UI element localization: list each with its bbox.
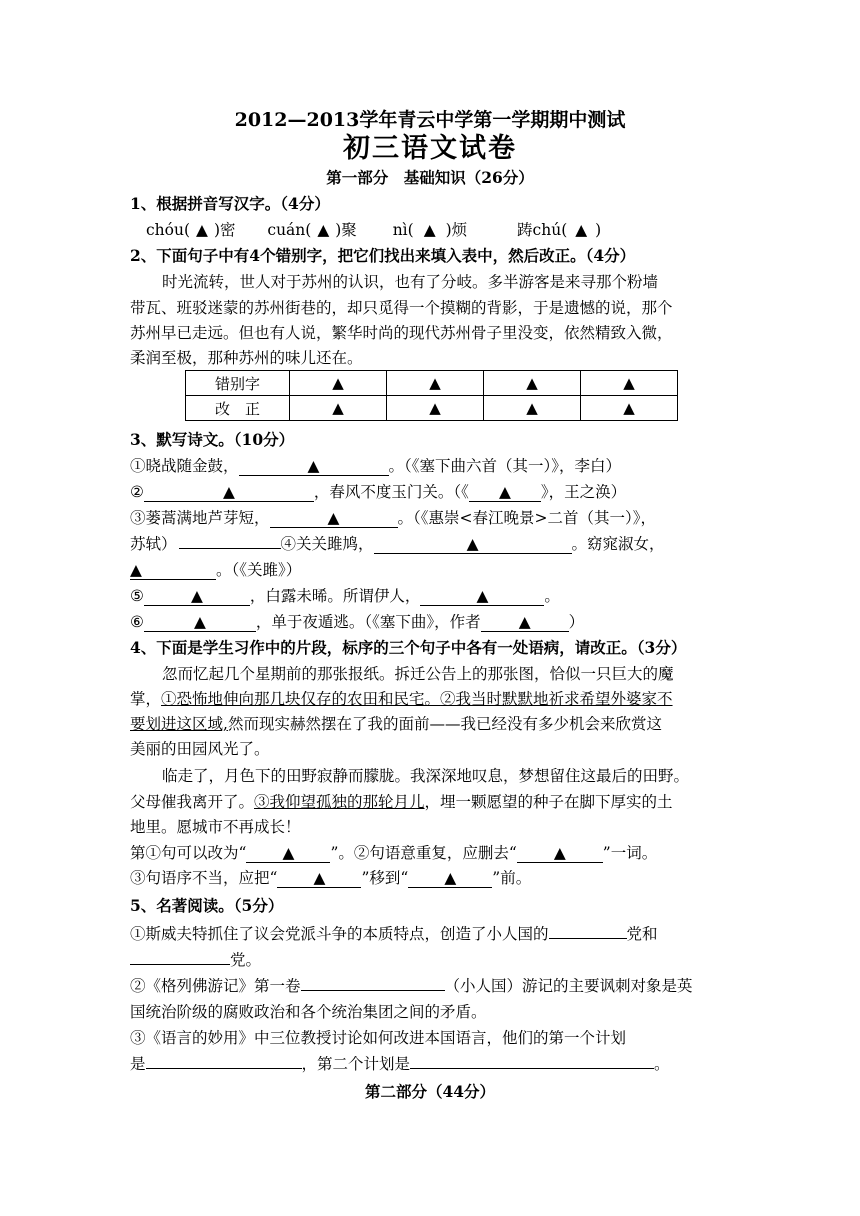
- q5-line-2: [130, 948, 730, 972]
- q2-answer-table: [185, 370, 678, 421]
- q3-line-4: [130, 532, 730, 556]
- question-text: （小人国）游记的主要讽刺对象是英: [444, 977, 693, 995]
- answer-marker: ▲: [423, 221, 436, 239]
- answer-blank[interactable]: [410, 1068, 654, 1069]
- answer-prompt: ③句语序不当，应把“: [130, 869, 278, 887]
- paper-title: 初三语文试卷: [343, 133, 517, 164]
- answer-cell[interactable]: ▲: [581, 396, 678, 421]
- poem-source: 。（《惠崇<春江晚景>二首（其一）》，: [397, 509, 656, 527]
- row-label-corrections: 改 正: [186, 396, 290, 421]
- answer-prompt: ”移到“: [361, 869, 409, 887]
- q1-item-3-suffix: )烦: [445, 221, 468, 239]
- answer-blank[interactable]: ▲: [246, 844, 330, 863]
- q3-line-2: [130, 480, 730, 504]
- poem-prompt: ④关关雎鸠，: [280, 535, 374, 553]
- answer-blank[interactable]: ▲: [270, 509, 398, 528]
- q2-passage-line-1: 时光流转，世人对于苏州的认识，也有了分岐。多半游客是来寻那个粉墙: [162, 273, 659, 291]
- poem-prompt: ①晓战随金鼓，: [130, 457, 239, 475]
- part1-heading: 第一部分 基础知识（26分）: [326, 168, 534, 187]
- answer-cell[interactable]: ▲: [387, 371, 484, 396]
- answer-cell[interactable]: ▲: [290, 371, 387, 396]
- q4-para-line-3: [130, 712, 730, 736]
- poem-source: 。（《关雎》）: [216, 561, 302, 579]
- q4-para-line-4: 美丽的田园风光了。: [130, 740, 270, 758]
- q3-line-5: [130, 558, 730, 582]
- poem-number: ⑤: [130, 587, 144, 605]
- poem-source: 》，王之涣）: [540, 483, 627, 501]
- q5-line-6: [130, 1052, 730, 1076]
- q4-para-line-1: 忽而忆起几个星期前的那张报纸。拆迁公告上的那张图，恰似一只巨大的魔: [162, 665, 674, 683]
- answer-blank[interactable]: [549, 938, 627, 939]
- answer-prompt: ”。②句语意重复，应删去“: [330, 844, 517, 862]
- answer-blank[interactable]: [130, 964, 230, 965]
- poem-punct: 。: [544, 587, 560, 605]
- q2-passage-line-2: 带瓦、班驳迷蒙的苏州街巷的，却只觅得一个摸糊的背影，于是遗憾的说，那个: [130, 299, 673, 317]
- answer-marker: ▲: [196, 221, 208, 239]
- sentence-1: ①恐怖地伸向那几块仅存的农田和民宅。: [161, 690, 441, 708]
- answer-blank[interactable]: [179, 548, 281, 549]
- q5-title: 5、名著阅读。（5分）: [130, 896, 284, 915]
- answer-cell[interactable]: ▲: [484, 396, 581, 421]
- answer-blank[interactable]: ▲: [469, 483, 541, 502]
- question-text: ，第二个计划是: [301, 1055, 411, 1073]
- q4-para-line-6: [130, 790, 730, 814]
- answer-marker: ▲: [317, 221, 330, 239]
- answer-cell[interactable]: ▲: [290, 396, 387, 421]
- part2-heading: 第二部分（44分）: [364, 1082, 496, 1101]
- exam-title: 2012—2013学年青云中学第一学期期中测试: [234, 109, 626, 131]
- answer-prompt: ”前。: [492, 869, 532, 887]
- poem-punct: ）: [568, 613, 585, 631]
- q1-item-3-prefix: nì(: [392, 221, 414, 239]
- q1-item-2-prefix: cuán(: [267, 221, 312, 239]
- poem-source: 。（《塞下曲六首（其一）》，李白）: [388, 457, 622, 475]
- para-text: 掌，: [130, 690, 162, 708]
- sentence-2: ②我当时默默地祈求希望外婆家不: [440, 690, 673, 708]
- q1-item-2-suffix: )聚: [335, 221, 357, 239]
- q5-line-1: [130, 922, 730, 946]
- q4-para-line-5: 临走了，月色下的田野寂静而朦胧。我深深地叹息，梦想留住这最后的田野。: [162, 767, 690, 785]
- answer-marker: ▲: [575, 221, 588, 239]
- sentence-2-end: 要划进这区域,: [130, 715, 228, 733]
- answer-blank[interactable]: ▲: [144, 613, 256, 632]
- question-text: 。: [654, 1055, 670, 1073]
- q3-line-3: [130, 506, 730, 530]
- q2-passage-line-3: 苏州早已走远。但也有人说，繁华时尚的现代苏州骨子里没变，依然精致入微，: [130, 324, 673, 342]
- poem-prompt: 。窈窕淑女，: [571, 535, 665, 553]
- answer-blank[interactable]: ▲: [374, 535, 572, 554]
- q3-line-1: [130, 454, 730, 478]
- question-text: ①斯威夫特抓住了议会党派斗争的本质特点，创造了小人国的: [130, 925, 549, 943]
- table-row: [186, 396, 678, 421]
- answer-blank[interactable]: ▲: [239, 457, 389, 476]
- q3-line-7: [130, 610, 730, 634]
- question-text: 党。: [230, 951, 262, 969]
- poem-number: ②: [130, 483, 144, 501]
- answer-blank[interactable]: ▲: [481, 613, 569, 632]
- q3-title: 3、默写诗文。（10分）: [130, 430, 295, 449]
- q2-title: 2、下面句子中有4个错别字，把它们找出来填入表中，然后改正。（4分）: [130, 246, 636, 265]
- q1-title: 1、根据拼音写汉字。（4分）: [130, 194, 330, 213]
- q5-line-4: 国统治阶级的腐败政治和各个统治集团之间的矛盾。: [130, 1003, 487, 1021]
- answer-blank[interactable]: ▲: [144, 483, 314, 502]
- q4-answer-line-1: [130, 841, 730, 865]
- answer-blank[interactable]: [146, 1068, 302, 1069]
- q4-para-line-7: 地里。愿城市不再成长！: [130, 818, 301, 836]
- answer-blank[interactable]: ▲: [277, 869, 361, 888]
- answer-prompt: 第①句可以改为“: [130, 844, 247, 862]
- q1-item-4-suffix: ): [595, 221, 602, 239]
- answer-cell[interactable]: ▲: [484, 371, 581, 396]
- q3-line-6: [130, 584, 730, 608]
- para-text: 然而现实赫然摆在了我的面前——我已经没有多少机会来欣赏这: [227, 715, 662, 733]
- q4-title: 4、下面是学生习作中的片段，标序的三个句子中各有一处语病，请改正。（3分）: [130, 638, 687, 657]
- answer-blank[interactable]: ▲: [517, 844, 603, 863]
- answer-blank[interactable]: ▲: [144, 587, 250, 606]
- question-text: ②《格列佛游记》第一卷: [130, 977, 301, 995]
- row-label-wrong-chars: 错别字: [186, 371, 290, 396]
- poem-prompt: ，单于夜遁逃。（《塞下曲》，作者: [255, 613, 481, 631]
- sentence-3: ③我仰望孤独的那轮月儿: [254, 793, 425, 811]
- poem-number: ⑥: [130, 613, 144, 631]
- q1-item-1-suffix: )密: [213, 221, 236, 239]
- q2-passage-line-4: 柔润至极，那种苏州的味儿还在。: [130, 349, 363, 367]
- q5-line-3: [130, 974, 730, 998]
- answer-blank[interactable]: ▲: [420, 587, 544, 606]
- answer-prompt: ”一词。: [602, 844, 658, 862]
- poem-source: 苏轼）: [130, 535, 177, 553]
- poem-prompt: ，白露未晞。所谓伊人，: [249, 587, 421, 605]
- question-text: 是: [130, 1055, 146, 1073]
- question-text: 党和: [626, 925, 658, 943]
- para-text: ，埋一颗愿望的种子在脚下厚实的土: [424, 793, 673, 811]
- answer-cell[interactable]: ▲: [387, 396, 484, 421]
- answer-cell[interactable]: ▲: [581, 371, 678, 396]
- q5-line-5: ③《语言的妙用》中三位教授讨论如何改进本国语言，他们的第一个计划: [130, 1029, 627, 1047]
- answer-blank[interactable]: ▲: [130, 561, 216, 580]
- para-text: 父母催我离开了。: [130, 793, 255, 811]
- answer-blank[interactable]: [301, 990, 445, 991]
- q4-para-line-2: [130, 687, 730, 711]
- answer-blank[interactable]: ▲: [408, 869, 492, 888]
- poem-prompt: ③蒌蒿满地芦芽短，: [130, 509, 270, 527]
- poem-prompt: ，春风不度玉门关。（《: [313, 483, 469, 501]
- q1-item-4-prefix: 踌chú(: [517, 221, 568, 239]
- table-row: [186, 371, 678, 396]
- q4-answer-line-2: [130, 866, 730, 890]
- q1-pinyin-row: [146, 218, 746, 242]
- q1-item-1-prefix: chóu(: [146, 221, 191, 239]
